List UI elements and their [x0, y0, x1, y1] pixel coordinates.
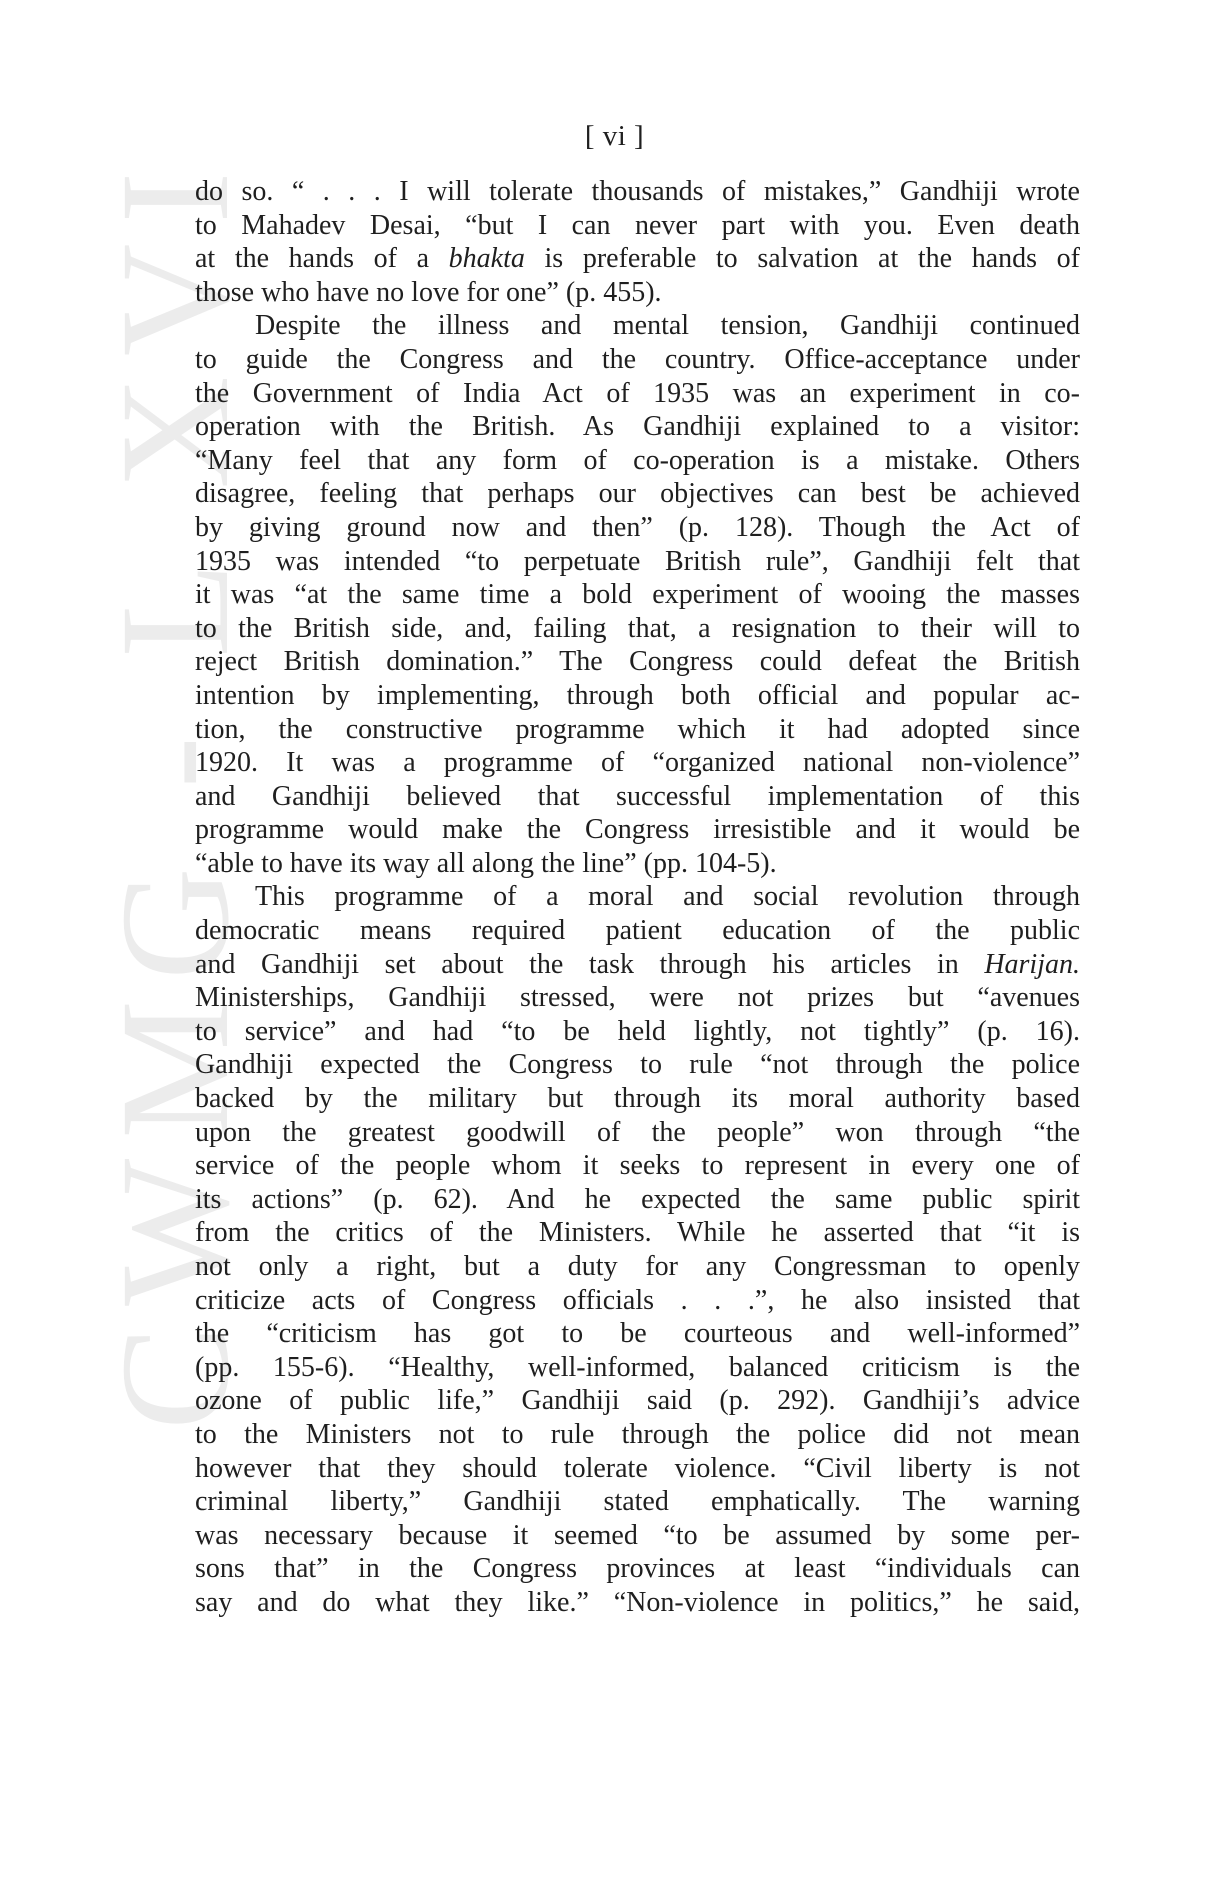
text-run: tion, the constructive programme which it had adopted since	[195, 713, 1080, 745]
text-line	[195, 981, 1080, 1015]
text-line	[195, 545, 1080, 579]
text-run: service of the people whom it seeks to represent in every one of	[195, 1150, 1080, 1182]
text-run: say and do what they like.” “Non-violence in politics,” he said,	[195, 1586, 1080, 1618]
text-run: operation with the British. As Gandhiji explained to a visitor:	[195, 411, 1080, 443]
watermark: CWMG - L XVI	[88, 151, 261, 1430]
text-line	[195, 1586, 1080, 1620]
text-run: upon the greatest goodwill of the people” won through “the	[195, 1116, 1080, 1148]
text-run: (pp. 155-6). “Healthy, well-informed, balanced criticism is the	[195, 1351, 1080, 1383]
text-run: is preferable to salvation at the hands of	[524, 243, 1080, 275]
text-run: however that they should tolerate violence. “Civil liberty is not	[195, 1452, 1080, 1484]
text-run: it was “at the same time a bold experiment of wooing the masses	[195, 579, 1080, 611]
text-line	[195, 948, 1080, 982]
text-run: criticize acts of Congress officials . . .”, he also insisted that	[195, 1284, 1080, 1316]
text-line	[195, 343, 1080, 377]
text-run: Gandhiji expected the Congress to rule “not through the police	[195, 1049, 1080, 1081]
italic-text: Harijan.	[984, 948, 1080, 980]
text-run: at the hands of a	[195, 243, 449, 275]
text-line	[195, 914, 1080, 948]
text-line	[195, 679, 1080, 713]
text-line	[195, 746, 1080, 780]
text-run: “Many feel that any form of co-operation is a mistake. Others	[195, 444, 1080, 476]
text-line	[195, 1048, 1080, 1082]
text-run: those who have no love for one” (p. 455).	[195, 276, 662, 308]
text-line	[195, 1351, 1080, 1385]
text-line	[195, 1015, 1080, 1049]
text-run: to the Ministers not to rule through the police did not mean	[195, 1418, 1080, 1450]
text-run: to service” and had “to be held lightly, not tightly” (p. 16).	[195, 1015, 1080, 1047]
text-run: ozone of public life,” Gandhiji said (p. 292). Gandhiji’s advice	[195, 1385, 1080, 1417]
text-run: “able to have its way all along the line” (pp. 104-5).	[195, 847, 777, 879]
text-line	[195, 175, 1080, 209]
text-run: do so. “ . . . I will tolerate thousands of mistakes,” Gandhiji wrote	[195, 176, 1080, 207]
text-run: and Gandhiji set about the task through his articles in	[195, 948, 985, 980]
text-run: intention by implementing, through both official and popular ac-	[195, 679, 1080, 711]
text-run: by giving ground now and then” (p. 128). Though the Act of	[195, 511, 1080, 543]
text-run: the “criticism has got to be courteous and well-informed”	[195, 1318, 1080, 1350]
text-line	[195, 1116, 1080, 1150]
text-line	[195, 813, 1080, 847]
text-line	[195, 1216, 1080, 1250]
text-line	[195, 1384, 1080, 1418]
text-run: sons that” in the Congress provinces at least “individuals can	[195, 1553, 1080, 1585]
text-line	[195, 410, 1080, 444]
text-line	[195, 612, 1080, 646]
text-run: Despite the illness and mental tension, Gandhiji continued	[255, 310, 1080, 342]
text-run: not only a right, but a duty for any Congressman to openly	[195, 1251, 1080, 1282]
text-run: 1920. It was a programme of “organized national non-violence”	[195, 747, 1080, 779]
text-line	[195, 1250, 1080, 1284]
text-line	[195, 1149, 1080, 1183]
text-run: the Government of India Act of 1935 was an experiment in co-	[195, 377, 1080, 409]
text-line	[195, 1552, 1080, 1586]
text-run: reject British domination.” The Congress could defeat the British	[195, 646, 1080, 678]
text-line	[195, 1284, 1080, 1318]
text-run: 1935 was intended “to perpetuate British rule”, Gandhiji felt that	[195, 545, 1080, 577]
text-line	[195, 1317, 1080, 1351]
text-line	[195, 1418, 1080, 1452]
text-line	[195, 847, 1080, 881]
text-run: criminal liberty,” Gandhiji stated emphatically. The warning	[195, 1486, 1080, 1518]
text-run: and Gandhiji believed that successful implementation of this	[195, 780, 1080, 812]
italic-text: bhakta	[448, 243, 525, 275]
text-line	[195, 309, 1080, 343]
text-line	[195, 377, 1080, 411]
text-line	[195, 1082, 1080, 1116]
text-line	[195, 1485, 1080, 1519]
text-line	[195, 713, 1080, 747]
text-line	[195, 780, 1080, 814]
text-run: programme would make the Congress irresistible and it would be	[195, 814, 1080, 846]
text-line	[195, 645, 1080, 679]
text-line	[195, 242, 1080, 276]
text-line	[195, 276, 1080, 310]
text-run: disagree, feeling that perhaps our objectives can best be achieved	[195, 478, 1080, 510]
text-line	[195, 1183, 1080, 1217]
text-line	[195, 209, 1080, 243]
text-line	[195, 444, 1080, 478]
text-line	[195, 511, 1080, 545]
text-run: This programme of a moral and social revolution through	[255, 881, 1080, 913]
page-number: [ vi ]	[584, 120, 645, 152]
text-line	[195, 1452, 1080, 1486]
text-run: to Mahadev Desai, “but I can never part with you. Even death	[195, 209, 1080, 241]
text-run: was necessary because it seemed “to be assumed by some per-	[195, 1519, 1080, 1551]
text-line	[195, 1519, 1080, 1553]
body-text	[195, 175, 1080, 1620]
text-run: backed by the military but through its moral authority based	[195, 1083, 1080, 1115]
text-line	[195, 578, 1080, 612]
text-run: to the British side, and, failing that, a resignation to their will to	[195, 612, 1080, 644]
text-run: to guide the Congress and the country. Office-acceptance under	[195, 343, 1080, 375]
text-line	[195, 477, 1080, 511]
text-run: Ministerships, Gandhiji stressed, were not prizes but “avenues	[195, 982, 1080, 1014]
text-line	[195, 880, 1080, 914]
text-run: its actions” (p. 62). And he expected the same public spirit	[195, 1183, 1080, 1215]
text-run: from the critics of the Ministers. While he asserted that “it is	[195, 1217, 1080, 1249]
text-run: democratic means required patient education of the public	[195, 915, 1080, 947]
